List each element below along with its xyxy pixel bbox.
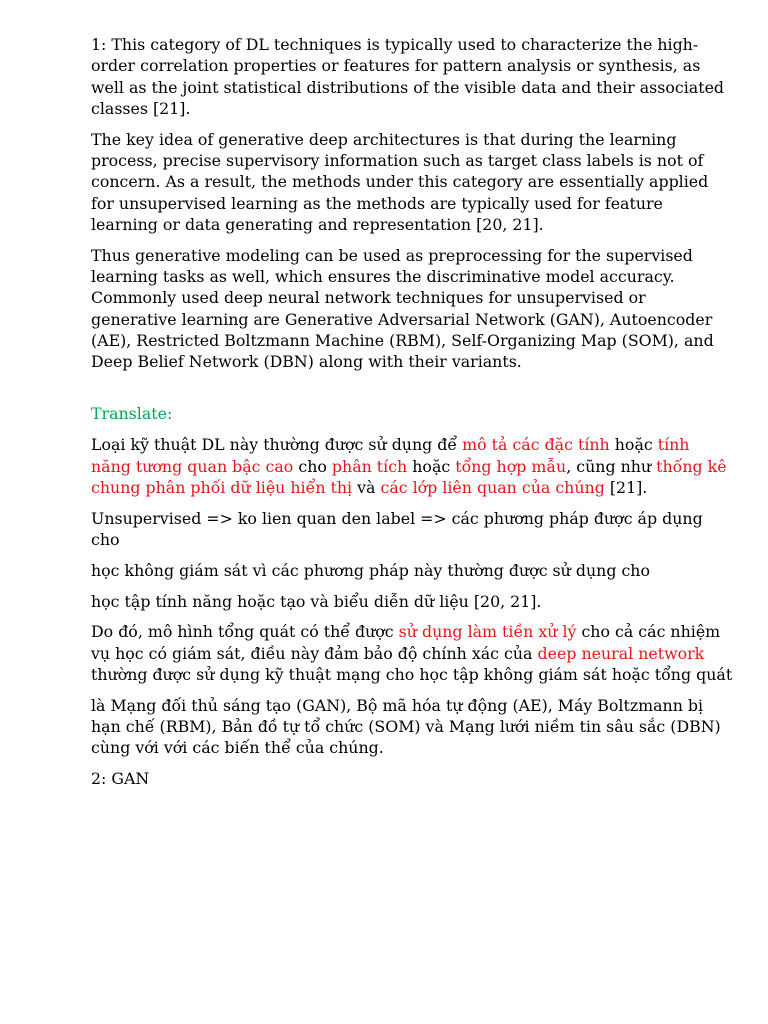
english-paragraph-3: Thus generative modeling can be used as preprocessing for the supervised learning tasks as well, which ensures the discriminative model accuracy. Commonly used deep neural network techniques for unsupervised or generative learning are Generative Adversarial Network (GAN), Autoencoder (AE), Restricted Boltzmann Machine (RBM), Self-Organizing Map (SOM), and Deep Belief Network (DBN) along with their variants. <box>91 245 714 372</box>
plain-text: hoặc <box>407 456 456 476</box>
highlighted-text: tổng hợp mẫu <box>455 456 567 476</box>
english-paragraph-2: The key idea of generative deep architectures is that during the learning process, precise supervisory information such as target class labels is not of concern. As a result, the methods under this category are essentially applied for unsupervised learning as the methods are typically used for feature learning or data generating and representation [20, 21]. <box>91 129 709 234</box>
plain-text: cho <box>293 456 332 476</box>
vietnamese-paragraph-1 <box>91 434 733 498</box>
plain-text: thường được sử dụng kỹ thuật mạng cho học tập không giám sát hoặc tổng quát <box>91 643 733 684</box>
document-page <box>91 34 733 799</box>
translate-heading: Translate: <box>91 404 173 424</box>
vietnamese-paragraph-4: học tập tính năng hoặc tạo và biểu diễn dữ liệu [20, 21]. <box>91 591 542 611</box>
highlighted-text: deep neural network <box>537 643 705 663</box>
plain-text: cho cả các nhiệm vụ học có giám sát, điều này đảm bảo độ chính xác của <box>91 622 721 663</box>
highlighted-text: phân tích <box>331 456 408 476</box>
vietnamese-paragraph-5 <box>91 621 733 685</box>
highlighted-text: các lớp liên quan của chúng <box>380 477 605 497</box>
highlighted-text: mô tả các đặc tính <box>462 435 610 455</box>
vietnamese-paragraph-6: là Mạng đối thủ sáng tạo (GAN), Bộ mã hóa tự động (AE), Máy Boltzmann bị hạn chế (RBM), Bản đồ tự tổ chức (SOM) và Mạng lưới niềm tin sâu sắc (DBN) cùng với với các biến thể của chúng. <box>91 695 721 758</box>
plain-text: , cũng như <box>566 456 657 476</box>
plain-text: hoặc <box>609 435 658 455</box>
vietnamese-paragraph-2: Unsupervised => ko lien quan den label => các phương pháp được áp dụng cho <box>91 508 703 549</box>
plain-text: Do đó, mô hình tổng quát có thể được <box>91 622 399 642</box>
plain-text: và <box>352 477 381 497</box>
section-heading-gan: 2: GAN <box>91 769 150 789</box>
highlighted-text: tính năng tương quan bậc cao <box>91 435 690 476</box>
plain-text: Loại kỹ thuật DL này thường được sử dụng để <box>91 435 463 455</box>
highlighted-text: sử dụng làm tiền xử lý <box>398 622 577 642</box>
plain-text: [21]. <box>604 477 648 497</box>
highlighted-text: thống kê chung phân phối dữ liệu hiển thị <box>91 456 727 497</box>
english-paragraph-1: 1: This category of DL techniques is typically used to characterize the high-order correlation properties or features for pattern analysis or synthesis, as well as the joint statistical distributions of the visible data and their associated classes [21]. <box>91 35 725 118</box>
vietnamese-paragraph-3: học không giám sát vì các phương pháp này thường được sử dụng cho <box>91 560 650 580</box>
